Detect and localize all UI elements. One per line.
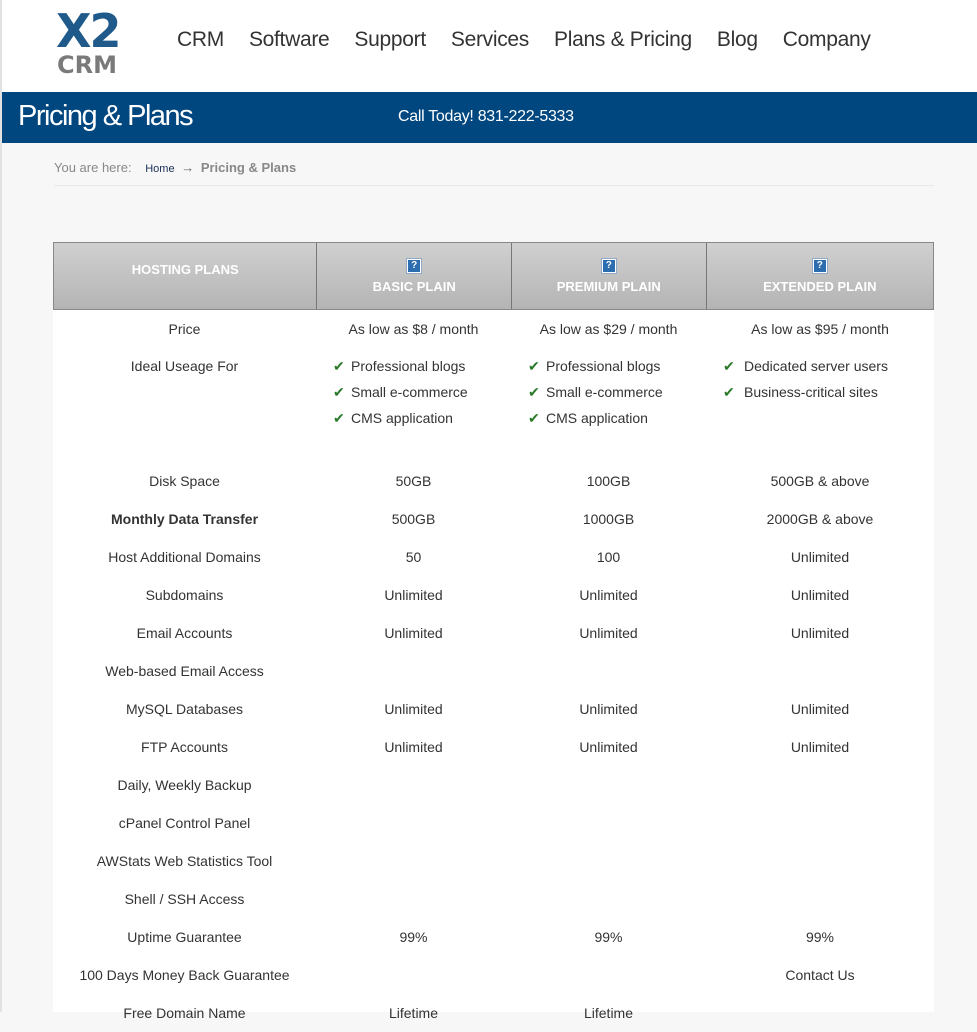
- row-label-text: MySQL Databases: [126, 701, 243, 717]
- table-row: [53, 918, 934, 956]
- logo-crm: CRM: [57, 51, 117, 79]
- plan-name: EXTENDED PLAIN: [763, 279, 877, 294]
- row-label-text: Uptime Guarantee: [127, 929, 242, 945]
- feature-list: [706, 353, 934, 405]
- row-label: [53, 473, 316, 489]
- check-icon: ✔: [528, 384, 540, 400]
- hosting-plans-table: [53, 242, 934, 1021]
- feature-text: Dedicated server users: [744, 358, 888, 374]
- table-row: [53, 880, 934, 918]
- table-row: [53, 500, 934, 538]
- site-header: [2, 0, 977, 92]
- table-header: [53, 242, 934, 310]
- nav-crm[interactable]: CRM: [177, 28, 224, 51]
- table-row: [53, 614, 934, 652]
- row-label: [53, 891, 316, 907]
- cell-value: 100GB: [586, 473, 631, 489]
- cell-value: Unlimited: [579, 625, 638, 641]
- check-icon: ✔: [333, 384, 345, 400]
- feature-item: [316, 353, 511, 379]
- cell-value: Unlimited: [384, 625, 443, 641]
- cell-value: Lifetime: [388, 1005, 439, 1021]
- cell-value: 500GB: [391, 511, 436, 527]
- cell-value: 99%: [805, 929, 835, 945]
- help-icon[interactable]: ?: [602, 259, 616, 273]
- main-nav: [177, 28, 896, 52]
- row-label-text: Monthly Data Transfer: [110, 511, 259, 527]
- table-row: [53, 994, 934, 1032]
- plan-name: BASIC PLAIN: [372, 279, 456, 294]
- cell-value: 99%: [399, 929, 428, 945]
- table-row-price: [53, 310, 934, 348]
- feature-item: [316, 405, 511, 431]
- nav-blog[interactable]: Blog: [716, 28, 758, 51]
- row-label: [53, 739, 316, 755]
- cell-value: Unlimited: [579, 587, 638, 603]
- nav-plans-pricing[interactable]: Plans & Pricing: [554, 28, 692, 51]
- table-row-ideal-usage: [53, 348, 934, 462]
- feature-list: [316, 353, 511, 431]
- row-label-text: 100 Days Money Back Guarantee: [79, 967, 290, 983]
- x2crm-logo[interactable]: [56, 4, 122, 79]
- check-icon: ✔: [333, 358, 345, 374]
- row-label-text: FTP Accounts: [141, 739, 228, 755]
- logo-x2: X2: [56, 4, 120, 58]
- header-premium-plan: [511, 243, 706, 309]
- breadcrumb-home-link[interactable]: Home: [145, 163, 175, 175]
- row-label: Price: [168, 321, 201, 337]
- row-label-text: Shell / SSH Access: [124, 891, 245, 907]
- cell-value: 2000GB & above: [766, 511, 874, 527]
- cell-value: 50: [405, 549, 422, 565]
- row-label: [53, 511, 316, 527]
- breadcrumb-prefix: You are here:: [54, 160, 132, 175]
- cell-value: Unlimited: [384, 587, 443, 603]
- cell-value: As low as $95 / month: [751, 321, 889, 337]
- row-label: [53, 625, 316, 641]
- feature-item: [511, 405, 706, 431]
- cell-value: 50GB: [395, 473, 432, 489]
- nav-support[interactable]: Support: [354, 28, 426, 51]
- row-label: [53, 1005, 316, 1021]
- row-label-text: Web-based Email Access: [105, 663, 264, 679]
- table-row: [53, 728, 934, 766]
- cell-value: 1000GB: [582, 511, 635, 527]
- row-label: [53, 929, 316, 945]
- table-row: [53, 956, 934, 994]
- feature-text: CMS application: [546, 410, 648, 426]
- cell-value: Unlimited: [790, 549, 850, 565]
- feature-list: [511, 353, 706, 431]
- check-icon: ✔: [528, 358, 540, 374]
- feature-text: Small e-commerce: [546, 384, 663, 400]
- call-today-phone: Call Today! 831-222-5333: [398, 108, 574, 125]
- plan-name: PREMIUM PLAIN: [556, 279, 661, 294]
- help-icon[interactable]: ?: [813, 259, 827, 273]
- row-label: [53, 701, 316, 717]
- feature-item: [706, 379, 934, 405]
- breadcrumb-arrow: →: [181, 160, 195, 175]
- table-row: [53, 576, 934, 614]
- title-band: [2, 92, 977, 143]
- feature-text: Small e-commerce: [351, 384, 468, 400]
- breadcrumb: [54, 160, 934, 186]
- cell-value: Unlimited: [384, 701, 443, 717]
- table-row: [53, 462, 934, 500]
- check-icon: ✔: [723, 384, 735, 400]
- row-label-text: Email Accounts: [136, 625, 233, 641]
- table-row: [53, 690, 934, 728]
- cell-value: 100: [596, 549, 621, 565]
- cell-value: Unlimited: [579, 739, 638, 755]
- cell-value: Unlimited: [790, 587, 850, 603]
- cell-value: 500GB & above: [770, 473, 870, 489]
- feature-text: Business-critical sites: [744, 384, 878, 400]
- cell-value: Unlimited: [790, 625, 850, 641]
- cell-value: Lifetime: [583, 1005, 634, 1021]
- feature-item: [511, 353, 706, 379]
- row-label-text: AWStats Web Statistics Tool: [96, 853, 273, 869]
- row-label-text: Host Additional Domains: [108, 549, 261, 565]
- cell-value: 99%: [594, 929, 623, 945]
- nav-software[interactable]: Software: [248, 28, 330, 51]
- row-label: [53, 663, 316, 679]
- row-label: [53, 777, 316, 793]
- row-label: [53, 853, 316, 869]
- header-basic-plan: [316, 243, 511, 309]
- table-row: [53, 538, 934, 576]
- check-icon: ✔: [528, 410, 540, 426]
- row-label-text: Daily, Weekly Backup: [117, 777, 252, 793]
- check-icon: ✔: [333, 410, 345, 426]
- check-icon: ✔: [723, 358, 735, 374]
- cell-value: Unlimited: [384, 739, 443, 755]
- nav-company[interactable]: Company: [782, 28, 871, 51]
- row-label-text: cPanel Control Panel: [118, 815, 251, 831]
- table-row: [53, 766, 934, 804]
- row-label-text: Free Domain Name: [123, 1005, 246, 1021]
- breadcrumb-current: Pricing & Plans: [200, 160, 297, 175]
- row-label: [53, 587, 316, 603]
- cell-value: As low as $29 / month: [539, 321, 678, 337]
- feature-item: [316, 379, 511, 405]
- nav-services[interactable]: Services: [450, 28, 529, 51]
- row-label: Ideal Useage For: [130, 358, 239, 374]
- table-row: [53, 652, 934, 690]
- feature-item: [706, 353, 934, 379]
- cell-value: As low as $8 / month: [348, 321, 479, 337]
- cell-value: Contact Us: [785, 967, 855, 983]
- feature-text: Professional blogs: [351, 358, 466, 374]
- cell-value: Unlimited: [579, 701, 638, 717]
- row-label-text: Disk Space: [149, 473, 220, 489]
- page-title: Pricing & Plans: [18, 100, 193, 132]
- feature-text: Professional blogs: [546, 358, 661, 374]
- row-label: [53, 549, 316, 565]
- row-label-text: Subdomains: [145, 587, 224, 603]
- header-extended-plan: [706, 243, 933, 309]
- row-label: [53, 815, 316, 831]
- cell-value: Unlimited: [790, 701, 850, 717]
- feature-text: CMS application: [351, 410, 453, 426]
- table-row: [53, 842, 934, 880]
- feature-item: [511, 379, 706, 405]
- cell-value: Unlimited: [790, 739, 850, 755]
- help-icon[interactable]: ?: [407, 259, 421, 273]
- row-label: [53, 967, 316, 983]
- table-row: [53, 804, 934, 842]
- header-hosting-plans: HOSTING PLANS: [131, 262, 239, 277]
